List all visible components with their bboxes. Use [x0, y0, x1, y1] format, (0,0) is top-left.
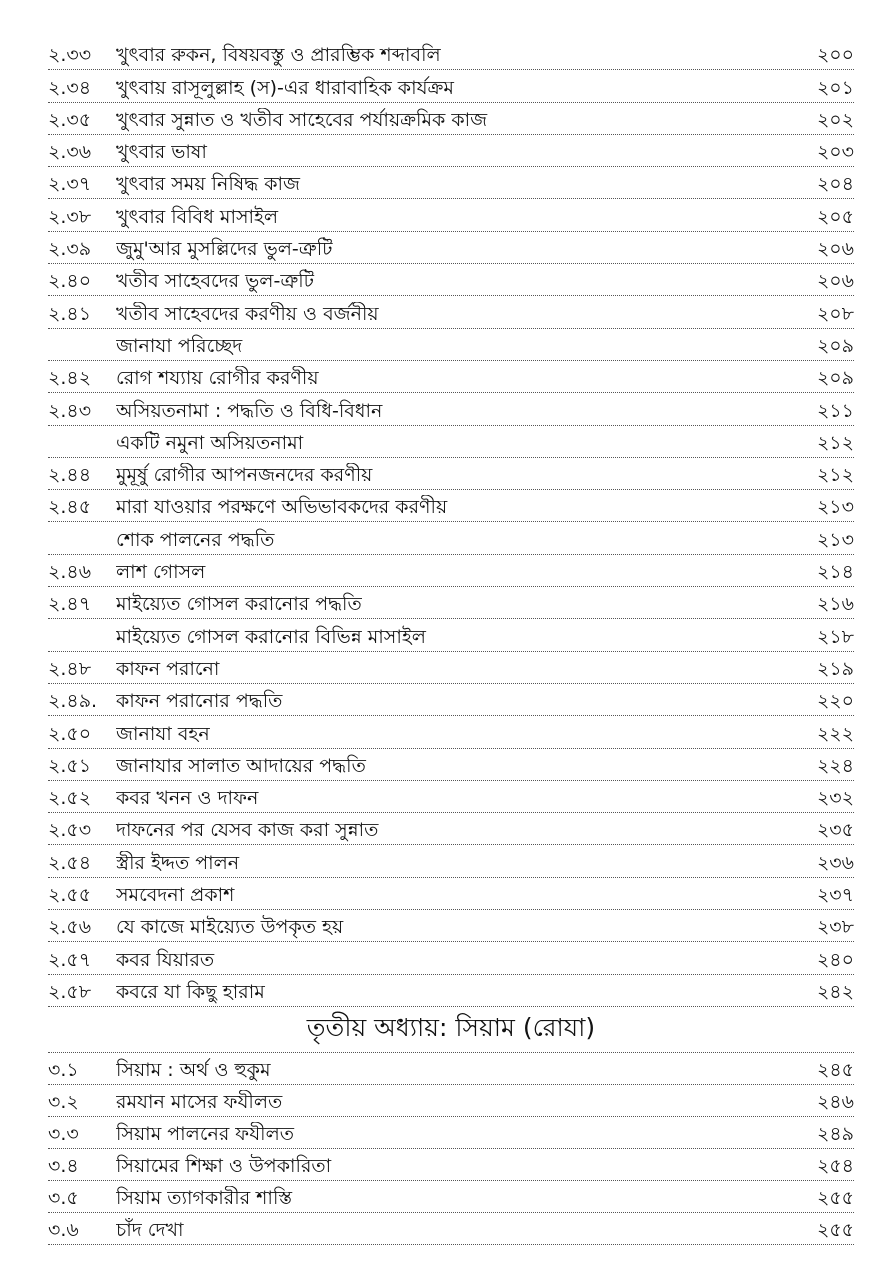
toc-entry: [48, 393, 854, 425]
toc-entry: [48, 781, 854, 813]
toc-entry-title: মারা যাওয়ার পরক্ষণে অভিভাবকদের করণীয়: [116, 496, 448, 519]
toc-entry-page-number: ২০২: [816, 108, 854, 131]
toc-entry-page-number: ২৩৮: [816, 916, 854, 939]
toc-entry-title: কাফন পরানোর পদ্ধতি: [116, 690, 283, 713]
toc-entry-title: মাইয়্যেত গোসল করানোর বিভিন্ন মাসাইল: [116, 625, 426, 648]
toc-entry-title: খতীব সাহেবদের ভুল-ত্রুটি: [116, 270, 315, 293]
toc-entry: [48, 135, 854, 167]
toc-entry-number: ২.৩৩: [48, 44, 92, 67]
toc-entry-page-number: ২৫৫: [816, 1218, 854, 1241]
toc-list-chapter-3: [48, 1053, 854, 1245]
toc-entry-page-number: ২৪৫: [816, 1058, 854, 1081]
toc-entry: [48, 38, 854, 70]
toc-entry-page-number: ২২০: [816, 690, 854, 713]
toc-entry: [48, 522, 854, 554]
toc-entry-page-number: ২৩৭: [816, 884, 854, 907]
toc-entry-title: মুমূর্ষু রোগীর আপনজনদের করণীয়: [116, 464, 373, 487]
toc-entry-number: ২.৫৫: [48, 884, 92, 907]
toc-entry-title: চাঁদ দেখা: [116, 1218, 184, 1241]
toc-entry-page-number: ২১১: [816, 399, 854, 422]
toc-entry-title: শোক পালনের পদ্ধতি: [116, 528, 275, 551]
toc-entry: [48, 329, 854, 361]
toc-entry-title: রমযান মাসের ফযীলত: [116, 1090, 283, 1113]
toc-entry-number: ২.৪৮: [48, 657, 92, 680]
toc-entry: [48, 296, 854, 328]
toc-entry-page-number: ২৪০: [816, 948, 854, 971]
toc-entry: [48, 458, 854, 490]
toc-entry-title: কবর যিয়ারত: [116, 948, 215, 971]
toc-entry-page-number: ২৪৬: [816, 1090, 854, 1113]
toc-entry-number: ২.৩৪: [48, 76, 92, 99]
toc-entry-title: একটি নমুনা অসিয়তনামা: [116, 431, 304, 454]
toc-entry-title: সিয়ামের শিক্ষা ও উপকারিতা: [116, 1154, 332, 1177]
toc-entry-page-number: ২৫৪: [816, 1154, 854, 1177]
toc-entry: [48, 587, 854, 619]
toc-entry-number: ৩.৩: [48, 1122, 79, 1145]
toc-entry: [48, 103, 854, 135]
toc-entry: [48, 1181, 854, 1213]
toc-entry-title: রোগ শয্যায় রোগীর করণীয়: [116, 367, 319, 390]
toc-entry-page-number: ২৫৫: [816, 1186, 854, 1209]
toc-entry-title: খুৎবার সুন্নাত ও খতীব সাহেবের পর্যায়ক্রমিক কাজ: [116, 108, 488, 131]
toc-entry: [48, 199, 854, 231]
toc-entry-page-number: ২১২: [816, 464, 854, 487]
toc-entry-page-number: ২০৬: [816, 238, 854, 261]
toc-entry-number: ৩.১: [48, 1058, 79, 1081]
toc-entry: [48, 555, 854, 587]
toc-entry: [48, 1213, 854, 1245]
toc-entry-number: ২.৫২: [48, 787, 92, 810]
toc-entry-number: ৩.৫: [48, 1186, 79, 1209]
toc-entry: [48, 1149, 854, 1181]
toc-entry-title: সিয়াম : অর্থ ও হুকুম: [116, 1058, 271, 1081]
toc-entry: [48, 1085, 854, 1117]
toc-entry-number: ২.৩৮: [48, 205, 92, 228]
toc-entry-page-number: ২২২: [816, 722, 854, 745]
toc-entry: [48, 232, 854, 264]
toc-entry-title: জানাযার সালাত আদায়ের পদ্ধতি: [116, 754, 366, 777]
toc-entry: [48, 70, 854, 102]
toc-entry: [48, 910, 854, 942]
toc-entry-number: ২.৪৪: [48, 464, 92, 487]
toc-entry-title: জানাযা পরিচ্ছেদ: [116, 334, 243, 357]
toc-entry-number: ২.৪৬: [48, 561, 92, 584]
toc-entry-title: যে কাজে মাইয়্যেত উপকৃত হয়: [116, 916, 344, 939]
toc-entry: [48, 652, 854, 684]
table-of-contents-page: [48, 38, 854, 1245]
toc-entry-page-number: ২০৩: [816, 141, 854, 164]
toc-entry-number: ২.৫৬: [48, 916, 92, 939]
toc-entry-page-number: ২০১: [816, 76, 854, 99]
toc-entry-title: স্ত্রীর ইদ্দত পালন: [116, 851, 240, 874]
toc-entry-page-number: ২০৯: [816, 367, 854, 390]
toc-entry-page-number: ২১৪: [816, 561, 854, 584]
toc-entry-title: সিয়াম পালনের ফযীলত: [116, 1122, 294, 1145]
toc-entry-page-number: ২২৪: [816, 754, 854, 777]
toc-entry-title: দাফনের পর যেসব কাজ করা সুন্নাত: [116, 819, 379, 842]
toc-entry-number: ২.৫৭: [48, 948, 92, 971]
toc-entry-title: খুৎবার ভাষা: [116, 141, 207, 164]
toc-entry-number: ২.৩৬: [48, 141, 92, 164]
toc-entry-title: খুৎবার রুকন, বিষয়বস্তু ও প্রারম্ভিক শব্দাবলি: [116, 44, 441, 67]
toc-entry-page-number: ২১৩: [816, 528, 854, 551]
toc-entry: [48, 749, 854, 781]
toc-entry-page-number: ২১৯: [816, 657, 854, 680]
toc-entry-title: খুৎবায় রাসূলুল্লাহ (স)-এর ধারাবাহিক কার্যক্রম: [116, 76, 454, 99]
toc-entry-page-number: ২০৯: [816, 334, 854, 357]
toc-entry-number: ৩.৪: [48, 1154, 79, 1177]
toc-entry: [48, 619, 854, 651]
toc-entry-page-number: ২৪২: [816, 980, 854, 1003]
toc-entry-number: ৩.২: [48, 1090, 79, 1113]
chapter-heading: তৃতীয় অধ্যায়: সিয়াম (রোযা): [48, 1007, 854, 1053]
toc-entry-page-number: ২১৮: [816, 625, 854, 648]
toc-entry-title: খুৎবার সময় নিষিদ্ধ কাজ: [116, 173, 301, 196]
toc-entry-number: ২.৪১: [48, 302, 92, 325]
toc-entry-page-number: ২০০: [816, 44, 854, 67]
toc-entry: [48, 845, 854, 877]
toc-entry-number: ২.৫১: [48, 754, 92, 777]
toc-entry-number: ২.৪০: [48, 270, 92, 293]
toc-entry: [48, 878, 854, 910]
toc-entry-page-number: ২১৩: [816, 496, 854, 519]
toc-entry-title: কবরে যা কিছু হারাম: [116, 980, 265, 1003]
toc-entry: [48, 167, 854, 199]
toc-entry-title: কাফন পরানো: [116, 657, 220, 680]
toc-entry-title: খুৎবার বিবিধ মাসাইল: [116, 205, 279, 228]
toc-entry-number: ২.৪৭: [48, 593, 92, 616]
toc-entry-page-number: ২৩৫: [816, 819, 854, 842]
toc-entry-title: অসিয়তনামা : পদ্ধতি ও বিধি-বিধান: [116, 399, 383, 422]
toc-entry-number: ২.৪৯.: [48, 690, 98, 713]
toc-entry-title: লাশ গোসল: [116, 561, 206, 584]
toc-entry-page-number: ২৩৬: [816, 851, 854, 874]
toc-entry: [48, 716, 854, 748]
toc-entry: [48, 361, 854, 393]
toc-entry-title: সমবেদনা প্রকাশ: [116, 884, 235, 907]
toc-entry: [48, 975, 854, 1007]
toc-entry-page-number: ২০৪: [816, 173, 854, 196]
toc-entry-number: ২.৫০: [48, 722, 92, 745]
toc-entry-title: জানাযা বহন: [116, 722, 210, 745]
toc-entry: [48, 813, 854, 845]
toc-entry: [48, 490, 854, 522]
toc-entry-page-number: ২০৬: [816, 270, 854, 293]
toc-entry-number: ২.৫৩: [48, 819, 92, 842]
toc-entry-title: মাইয়্যেত গোসল করানোর পদ্ধতি: [116, 593, 362, 616]
toc-entry-number: ২.৫৮: [48, 980, 92, 1003]
toc-entry-title: সিয়াম ত্যাগকারীর শাস্তি: [116, 1186, 293, 1209]
toc-entry-page-number: ২৪৯: [816, 1122, 854, 1145]
toc-entry-number: ২.৪৩: [48, 399, 92, 422]
toc-entry-number: ২.৪৫: [48, 496, 92, 519]
toc-entry-page-number: ২০৮: [816, 302, 854, 325]
toc-entry-number: ২.৫৪: [48, 851, 92, 874]
toc-entry-title: কবর খনন ও দাফন: [116, 787, 259, 810]
toc-entry-number: ২.৩৫: [48, 108, 92, 131]
toc-entry: [48, 1053, 854, 1085]
toc-entry: [48, 426, 854, 458]
toc-entry-number: ৩.৬: [48, 1218, 79, 1241]
toc-entry-title: খতীব সাহেবদের করণীয় ও বর্জনীয়: [116, 302, 379, 325]
toc-entry-page-number: ২১৬: [816, 593, 854, 616]
toc-list-chapter-2: [48, 38, 854, 1007]
toc-entry-page-number: ২১২: [816, 431, 854, 454]
toc-entry: [48, 264, 854, 296]
toc-entry-number: ২.৩৯: [48, 238, 92, 261]
toc-entry-number: ২.৩৭: [48, 173, 92, 196]
toc-entry-title: জুমু'আর মুসল্লিদের ভুল-ত্রুটি: [116, 238, 333, 261]
toc-entry: [48, 942, 854, 974]
toc-entry-page-number: ২৩২: [816, 787, 854, 810]
toc-entry: [48, 1117, 854, 1149]
toc-entry-page-number: ২০৫: [816, 205, 854, 228]
toc-entry-number: ২.৪২: [48, 367, 92, 390]
toc-entry: [48, 684, 854, 716]
